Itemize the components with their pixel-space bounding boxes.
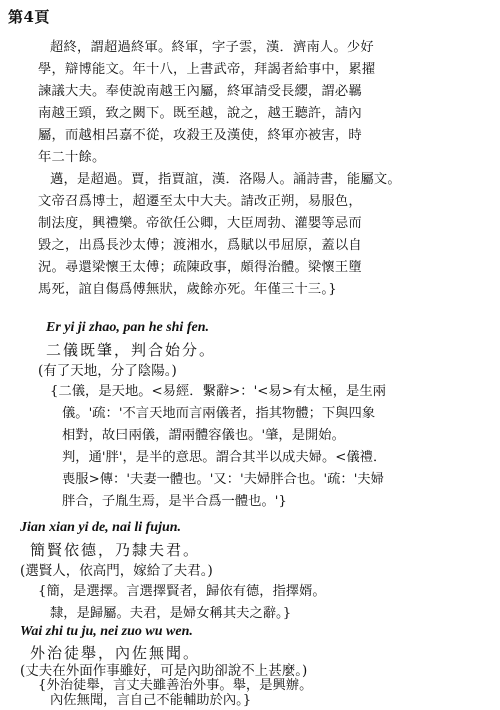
pinyin-line: Er yi ji zhao, pan he shi fen. [46,320,209,335]
intro-line: 屬，而越相呂嘉不從，攻殺王及漢使，終軍亦被害，時 [38,128,362,143]
intro-line: 學，辯博能文。年十八，上書武帝，拜謁者給事中，累擢 [38,62,376,77]
pinyin-line: Wai zhi tu ju, nei zuo wu wen. [20,624,193,639]
translation-line: (有了天地，分了陰陽。) [38,363,177,379]
commentary-line: 胖合，子胤生焉，是半合爲一體也。'} [62,494,287,509]
intro-line: 毀之，出爲長沙太傅；渡湘水，爲賦以弔屈原，蓋以自 [38,238,362,253]
commentary-line: 內佐無聞，言自己不能輔助於內。} [50,693,252,708]
verse-line: 二儀既肇，判合始分。 [46,341,217,359]
commentary-line: {簡，是選擇。言選擇賢者，歸依有德，指擇婿。 [38,584,326,599]
commentary-line: 隸，是歸屬。夫君，是婦女稱其夫之辭。} [50,606,292,621]
commentary-line: 判，通'胖'，是半的意思。謂合其半以成夫婦。<儀禮． [62,450,387,465]
intro-line: 諫議大夫。奉使說南越王內屬，終軍請受長纓，謂必羈 [38,84,362,99]
verse-line: 簡賢依德，乃隸夫君。 [30,541,201,559]
intro-line: 馬死，誼自傷爲傅無狀，歲餘亦死。年僅三十三。} [38,282,337,297]
intro-line: 制法度，興禮樂。帝欲任公卿，大臣周勃、灌嬰等忌而 [38,216,362,231]
commentary-line: 相對，故曰兩儀，謂兩體容儀也。'肇，是開始。 [62,428,345,443]
commentary-line: {外治徒舉，言丈夫雖善治外事。舉，是興辦。 [38,678,313,693]
commentary-line: 喪服>傳：'夫妻一體也。'又：'夫婦胖合也。'疏：'夫婦 [62,472,384,487]
pinyin-line: Jian xian yi de, nai li fujun. [20,520,182,535]
intro-line: 邁，是超過。賈，指賈誼，漢．洛陽人。誦詩書，能屬文。 [50,172,401,187]
commentary-line: 儀。'疏：'不言天地而言兩儀者，指其物體；下與四象 [62,406,376,421]
verse-line: 外治徒舉，內佐無聞。 [30,644,201,662]
intro-line: 南越王頸，致之闕下。既至越，說之，越王聽許，請內 [38,106,362,121]
commentary-line: {二儀，是天地。<易經．繫辭>：'<易>有太極，是生兩 [50,384,386,399]
page-header: 第4頁 [8,8,50,26]
intro-line: 超終，謂超過終軍。終軍，字子雲，漢．濟南人。少好 [50,40,374,55]
intro-line: 況。尋還梁懷王太傅；疏陳政事，頗得治體。梁懷王墮 [38,260,362,275]
translation-line: (選賢人，依高門，嫁給了夫君。) [20,563,213,579]
intro-line: 年二十餘。 [38,150,106,165]
translation-line: (丈夫在外面作事雖好，可是內助卻說不上甚麼。) [20,663,308,679]
intro-line: 文帝召爲博士，超遷至太中大夫。請改正朔，易服色， [38,194,362,209]
